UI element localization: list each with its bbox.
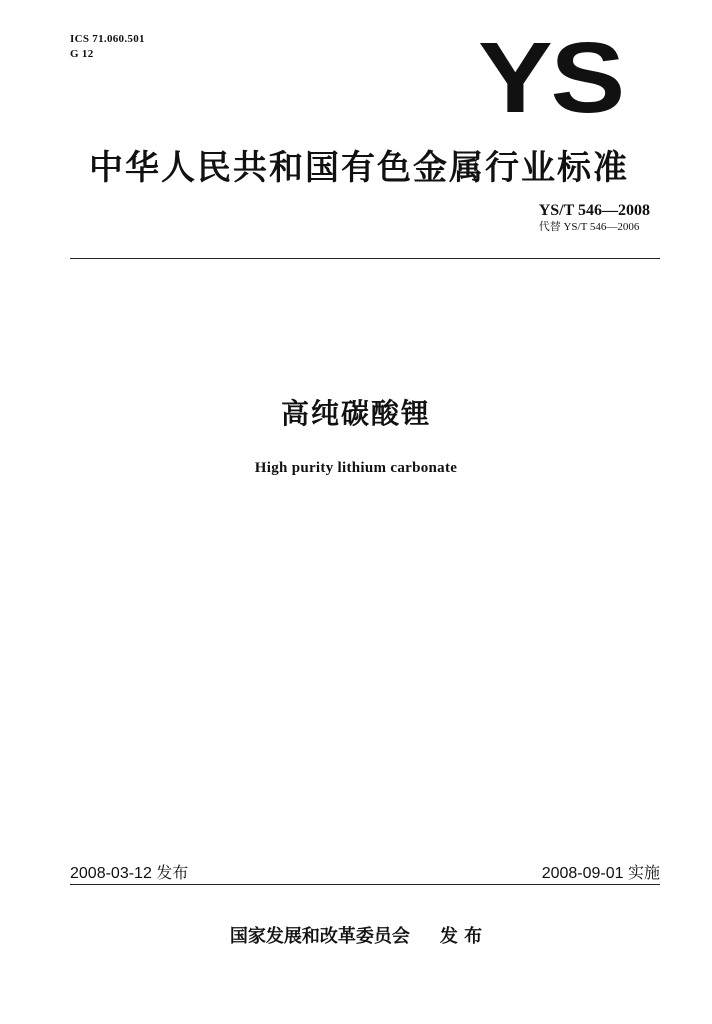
document-title-en: High purity lithium carbonate	[254, 460, 458, 476]
bottom-divider	[70, 884, 660, 885]
issue-word: 发 布	[439, 926, 483, 947]
issue-date: 2008-03-12 发布	[70, 865, 189, 882]
issuer-line	[0, 922, 712, 948]
ics-code: ICS 71.060.501	[70, 33, 145, 45]
standard-number-block	[539, 202, 650, 234]
standard-number: YS/T 546—2008	[538, 202, 650, 219]
top-divider	[70, 258, 660, 259]
ys-logo: YS	[478, 22, 623, 134]
issuer-name: 国家发展和改革委员会	[229, 926, 410, 947]
classification-codes	[70, 32, 145, 62]
standard-category-title: 中华人民共和国有色金属行业标准	[89, 148, 629, 188]
replaces-standard: 代替 YS/T 546—2006	[538, 221, 640, 233]
ccs-code: G 12	[70, 48, 94, 60]
document-title-cn: 高纯碳酸锂	[280, 397, 431, 430]
implementation-date: 2008-09-01 实施	[541, 865, 660, 882]
